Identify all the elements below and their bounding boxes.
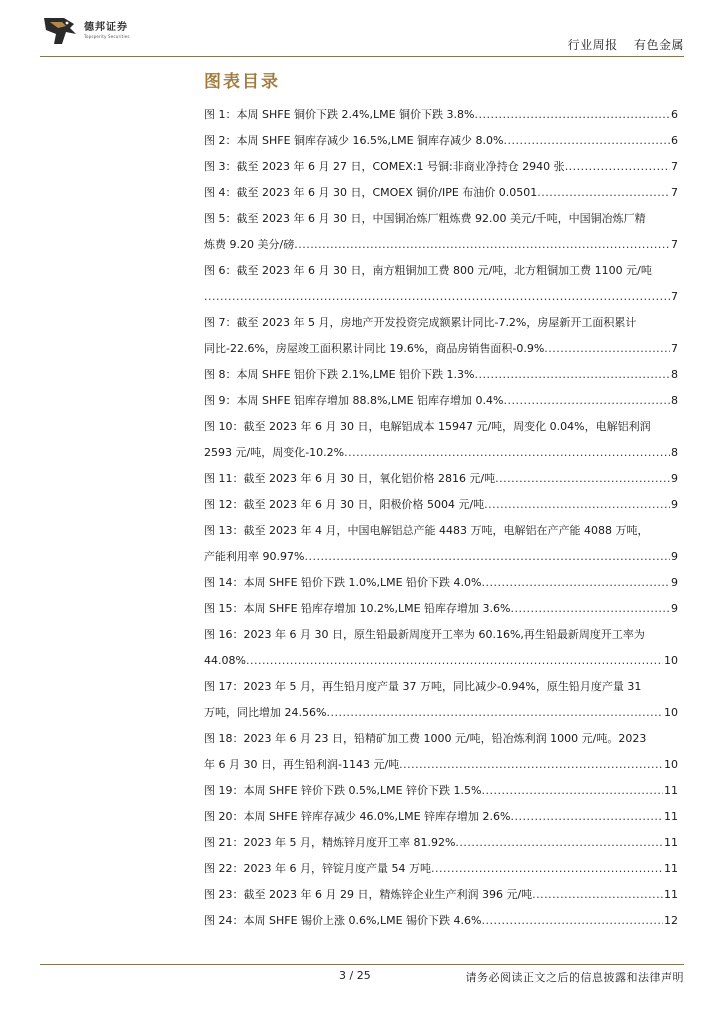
toc-entry-text: 万吨，同比增加 24.56% — [204, 706, 327, 719]
toc-leader-dots — [294, 232, 670, 258]
toc-entry-text: 图 2：本周 SHFE 铜库存减少 16.5%,LME 铜库存减少 8.0% — [204, 134, 504, 147]
toc-leader-dots — [304, 544, 670, 570]
toc-leader-dots — [431, 856, 663, 882]
toc-page-number: 6 — [671, 108, 678, 121]
toc-entry-text: 图 9：本周 SHFE 铝库存增加 88.8%,LME 铝库存增加 0.4% — [204, 394, 504, 407]
toc-entry-line[interactable] — [204, 908, 678, 934]
header-divider — [40, 56, 684, 57]
toc-entry-text: 2593 元/吨，周变化-10.2% — [204, 446, 345, 459]
toc-entry-line[interactable] — [204, 492, 678, 518]
toc-entry-text: 图 11：截至 2023 年 6 月 30 日，氧化铝价格 2816 元/吨 — [204, 472, 496, 485]
toc-leader-dots — [503, 128, 670, 154]
toc-entry-text: 图 16：2023 年 6 月 30 日，原生铅最新周度开工率为 60.16%,再生铅最新周度开工率为 — [204, 628, 645, 641]
toc-entry-line[interactable] — [204, 232, 678, 258]
toc-page-number: 11 — [664, 836, 678, 849]
toc-entry-line[interactable] — [204, 388, 678, 414]
toc-entry-text: 同比-22.6%，房屋竣工面积累计同比 19.6%，商品房销售面积-0.9% — [204, 342, 545, 355]
toc-entry-line[interactable] — [204, 128, 678, 154]
toc-entry-line[interactable] — [204, 778, 678, 804]
toc-leader-dots — [399, 752, 663, 778]
toc-entry-text: 图 10：截至 2023 年 6 月 30 日，电解铝成本 15947 元/吨，周变化 0.04%，电解铝利润 — [204, 420, 651, 433]
toc-leader-dots — [510, 596, 670, 622]
footer-divider — [40, 964, 684, 965]
toc-entry-text: 图 13：截至 2023 年 4 月，中国电解铝总产能 4483 万吨，电解铝在产产能 4088 万吨， — [204, 524, 649, 537]
toc-entry-line[interactable] — [204, 570, 678, 596]
toc-entry-text: 图 15：本周 SHFE 铅库存增加 10.2%,LME 铅库存增加 3.6% — [204, 602, 511, 615]
toc-page-number: 9 — [671, 472, 678, 485]
logo-name-en: Topsperity Securities — [84, 34, 130, 39]
toc-page-number: 11 — [664, 810, 678, 823]
logo-icon — [40, 14, 80, 48]
toc-entry-line[interactable] — [204, 726, 678, 752]
toc-entry-line[interactable] — [204, 154, 678, 180]
toc-entry-text: 图 8：本周 SHFE 铝价下跌 2.1%,LME 铝价下跌 1.3% — [204, 368, 475, 381]
toc-entry-line[interactable] — [204, 180, 678, 206]
toc-entry-text: 图 3：截至 2023 年 6 月 27 日，COMEX:1 号铜:非商业净持仓 2940 张 — [204, 160, 565, 173]
toc-leader-dots — [544, 336, 670, 362]
toc-page-number: 10 — [664, 706, 678, 719]
toc-leader-dots — [565, 154, 670, 180]
toc-leader-dots — [503, 388, 670, 414]
toc-entry-line[interactable] — [204, 596, 678, 622]
toc-entry-line[interactable] — [204, 544, 678, 570]
toc-entry-line[interactable] — [204, 206, 678, 232]
toc-leader-dots — [481, 570, 670, 596]
toc-entry-text: 年 6 月 30 日，再生铅利润-1143 元/吨 — [204, 758, 400, 771]
toc-entry-text: 图 14：本周 SHFE 铅价下跌 1.0%,LME 铅价下跌 4.0% — [204, 576, 482, 589]
toc-page-number: 8 — [671, 394, 678, 407]
toc-entry-line[interactable] — [204, 258, 678, 284]
toc-entry-text: 图 20：本周 SHFE 锌库存减少 46.0%,LME 锌库存增加 2.6% — [204, 810, 511, 823]
toc-leader-dots — [510, 804, 663, 830]
toc-page-number: 6 — [671, 134, 678, 147]
toc-leader-dots — [204, 284, 670, 310]
toc-entry-line[interactable] — [204, 752, 678, 778]
toc-page-number: 9 — [671, 602, 678, 615]
toc-page-number: 9 — [671, 550, 678, 563]
toc-page-number: 7 — [671, 238, 678, 251]
toc-page-number: 11 — [664, 862, 678, 875]
toc-entry-line[interactable] — [204, 700, 678, 726]
toc-page-number: 11 — [664, 784, 678, 797]
toc-page-number: 9 — [671, 498, 678, 511]
toc-leader-dots — [537, 180, 670, 206]
toc-entry-line[interactable] — [204, 648, 678, 674]
section-title: 图表目录 — [204, 72, 280, 92]
toc-entry-line[interactable] — [204, 284, 678, 310]
toc-entry-text: 图 23：截至 2023 年 6 月 29 日，精炼锌企业生产利润 396 元/吨 — [204, 888, 533, 901]
toc-leader-dots — [532, 882, 663, 908]
toc-entry-line[interactable] — [204, 622, 678, 648]
toc-leader-dots — [344, 440, 670, 466]
toc-page-number: 7 — [671, 160, 678, 173]
toc-page-number: 7 — [671, 290, 678, 303]
toc-page-number: 7 — [671, 342, 678, 355]
toc-entry-text: 图 7：截至 2023 年 5 月，房地产开发投资完成额累计同比-7.2%，房屋新开工面积累计 — [204, 316, 637, 329]
toc-entry-text: 图 24：本周 SHFE 锡价上涨 0.6%,LME 锡价下跌 4.6% — [204, 914, 482, 927]
toc-leader-dots — [326, 700, 663, 726]
toc-page-number: 12 — [664, 914, 678, 927]
toc-entry-line[interactable] — [204, 674, 678, 700]
header-category — [568, 36, 684, 53]
toc-entry-text: 图 17：2023 年 5 月，再生铅月度产量 37 万吨，同比减少-0.94%，原生铅月度产量 31 — [204, 680, 642, 693]
toc-entry-text: 炼费 9.20 美分/磅 — [204, 238, 295, 251]
toc-leader-dots — [481, 908, 663, 934]
toc-entry-line[interactable] — [204, 518, 678, 544]
toc-entry-text: 图 19：本周 SHFE 锌价下跌 0.5%,LME 锌价下跌 1.5% — [204, 784, 482, 797]
toc-entry-line[interactable] — [204, 440, 678, 466]
toc-leader-dots — [474, 102, 670, 128]
toc-page-number: 11 — [664, 888, 678, 901]
toc-entry-line[interactable] — [204, 310, 678, 336]
toc-entry-line[interactable] — [204, 856, 678, 882]
page-header — [0, 0, 724, 62]
toc-page-number: 8 — [671, 368, 678, 381]
toc-page-number: 7 — [671, 186, 678, 199]
report-type: 行业周报 — [567, 38, 618, 52]
toc-leader-dots — [495, 466, 670, 492]
toc-entry-text: 44.08% — [204, 654, 246, 667]
industry-name: 有色金属 — [633, 38, 684, 52]
toc-page-number: 8 — [671, 446, 678, 459]
toc-page-number: 10 — [664, 758, 678, 771]
toc-entry-text: 图 5：截至 2023 年 6 月 30 日，中国铜冶炼厂粗炼费 92.00 美元/千吨，中国铜冶炼厂精 — [204, 212, 646, 225]
toc-entry-line[interactable] — [204, 102, 678, 128]
logo-name-cn: 德邦证券 — [84, 22, 128, 33]
toc-page-number: 10 — [664, 654, 678, 667]
disclaimer-note: 请务必阅读正文之后的信息披露和法律声明 — [465, 971, 684, 984]
toc-entry-text: 图 21：2023 年 5 月，精炼锌月度开工率 81.92% — [204, 836, 456, 849]
toc-entry-line[interactable] — [204, 830, 678, 856]
toc-entry-text: 图 4：截至 2023 年 6 月 30 日，CMOEX 铜价/IPE 布油价 0.0501 — [204, 186, 538, 199]
toc-entry-text: 图 1：本周 SHFE 铜价下跌 2.4%,LME 铜价下跌 3.8% — [204, 108, 475, 121]
toc-entry-text: 产能利用率 90.97% — [204, 550, 305, 563]
figure-toc-list — [204, 102, 678, 934]
toc-entry-text: 图 12：截至 2023 年 6 月 30 日，阳极价格 5004 元/吨 — [204, 498, 485, 511]
toc-page-number: 9 — [671, 576, 678, 589]
page-number: 3 / 25 — [339, 969, 371, 982]
toc-leader-dots — [484, 492, 670, 518]
toc-entry-line[interactable] — [204, 882, 678, 908]
toc-entry-line[interactable] — [204, 336, 678, 362]
toc-entry-line[interactable] — [204, 362, 678, 388]
toc-entry-text: 图 22：2023 年 6 月，锌锭月度产量 54 万吨 — [204, 862, 431, 875]
toc-entry-line[interactable] — [204, 466, 678, 492]
toc-entry-line[interactable] — [204, 414, 678, 440]
toc-leader-dots — [455, 830, 663, 856]
toc-entry-line[interactable] — [204, 804, 678, 830]
company-logo — [40, 14, 130, 48]
toc-leader-dots — [246, 648, 663, 674]
toc-entry-text: 图 18：2023 年 6 月 23 日，铅精矿加工费 1000 元/吨，铅冶炼利润 1000 元/吨。2023 — [204, 732, 647, 745]
toc-leader-dots — [481, 778, 663, 804]
toc-entry-text: 图 6：截至 2023 年 6 月 30 日，南方粗铜加工费 800 元/吨，北方粗铜加工费 1100 元/吨 — [204, 264, 652, 277]
toc-leader-dots — [474, 362, 670, 388]
